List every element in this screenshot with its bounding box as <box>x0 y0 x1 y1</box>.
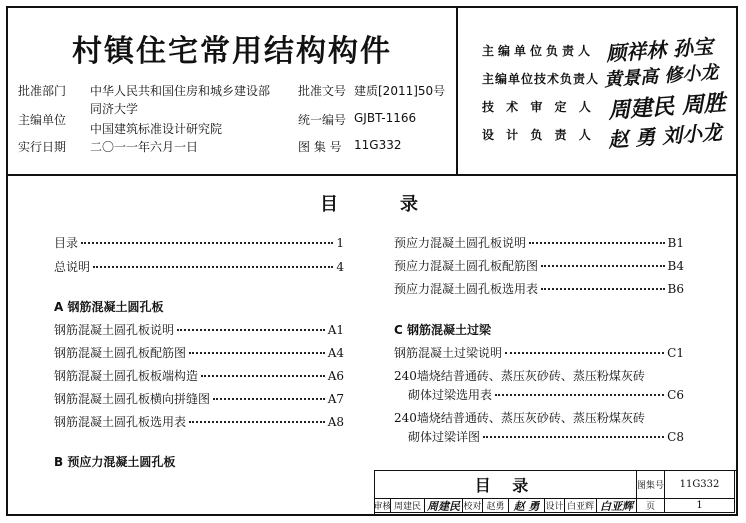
toc-entry-label: 预应力混凝土圆孔板说明 <box>394 236 527 250</box>
toc-entry[interactable] <box>54 321 344 338</box>
toc-entry[interactable] <box>394 280 684 297</box>
toc-entry-label: 钢筋混凝土圆孔板说明 <box>54 323 175 337</box>
leader-dots <box>541 265 665 267</box>
title-block <box>374 470 737 515</box>
compiler-line1: 同济大学 <box>90 102 139 116</box>
toc-entry-page: A4 <box>327 346 344 360</box>
unified-no-label: 统一编号 <box>298 113 347 127</box>
reviewer-name: 周建民 <box>391 499 425 513</box>
toc-entry[interactable] <box>54 344 344 361</box>
toc-entry-page: 1 <box>336 236 344 250</box>
page-label: 页 <box>637 499 665 513</box>
toc-entry-label: 钢筋混凝土圆孔板板端构造 <box>54 369 199 383</box>
section-c-heading: C 钢筋混凝土过梁 <box>394 323 491 337</box>
effective-date: 二〇一一年六月一日 <box>90 140 199 154</box>
toc-entry-label: 钢筋混凝土圆孔板选用表 <box>54 415 187 429</box>
toc-entry-page: A8 <box>327 415 344 429</box>
toc-entry[interactable] <box>394 344 684 361</box>
toc-entry-page: C8 <box>667 430 684 444</box>
toc-entry-page: 4 <box>336 260 344 274</box>
leader-dots <box>177 329 325 331</box>
section-a-heading: A 钢筋混凝土圆孔板 <box>54 300 164 314</box>
title-block-atlas-label: 图集号 <box>637 471 665 499</box>
leader-dots <box>213 398 325 400</box>
leader-dots <box>483 436 664 438</box>
leader-dots <box>529 242 665 244</box>
leader-dots <box>93 266 333 268</box>
toc-entry-label-line1: 240墙烧结普通砖、蒸压灰砂砖、蒸压粉煤灰砖 <box>394 411 645 425</box>
title-block-name: 目 录 <box>375 471 637 499</box>
toc-entry-page: B4 <box>667 259 684 273</box>
toc-entry-label: 预应力混凝土圆孔板选用表 <box>394 282 539 296</box>
toc-entry[interactable] <box>408 386 684 403</box>
toc-entry-label: 预应力混凝土圆孔板配筋图 <box>394 259 539 273</box>
effective-label: 实行日期 <box>18 140 67 154</box>
leader-dots <box>495 394 664 396</box>
leader-dots <box>189 421 325 423</box>
toc-entry-page: A7 <box>327 392 344 406</box>
check-label: 校对 <box>463 499 483 513</box>
atlas-no: 11G332 <box>354 138 402 152</box>
toc-entry-label: 钢筋混凝土过梁说明 <box>394 346 503 360</box>
compiler-label: 主编单位 <box>18 113 67 127</box>
toc-entry-page: C1 <box>667 346 684 360</box>
toc-title-left: 目 <box>320 194 338 215</box>
responsible-2-signature: 黄景高 修小龙 <box>603 62 719 91</box>
toc-entry[interactable] <box>54 413 344 430</box>
header-divider <box>456 8 458 174</box>
toc-entry-label: 目录 <box>54 236 79 250</box>
responsible-4-label: 设 计 负 责 人 <box>482 128 595 142</box>
responsible-3-label: 技 术 审 定 人 <box>482 100 595 114</box>
leader-dots <box>505 352 664 354</box>
responsible-1-label: 主编单位负责人 <box>482 44 595 58</box>
leader-dots <box>189 352 325 354</box>
toc-entry-label: 钢筋混凝土圆孔板配筋图 <box>54 346 187 360</box>
toc-entry[interactable] <box>394 234 684 251</box>
checker-name: 赵勇 <box>483 499 509 513</box>
approval-dept-label: 批准部门 <box>18 84 67 98</box>
toc-entry[interactable] <box>54 258 344 275</box>
toc-entry-label: 砌体过梁详图 <box>408 430 481 444</box>
designer-signature: 白亚辉 <box>597 499 637 513</box>
toc-entry[interactable] <box>394 257 684 274</box>
toc-entry-label: 钢筋混凝土圆孔板横向拼缝图 <box>54 392 211 406</box>
drawing-frame <box>6 6 738 516</box>
header-block <box>8 8 736 176</box>
compiler-line2: 中国建筑标准设计研究院 <box>90 122 223 136</box>
toc-entry-page: B1 <box>667 236 684 250</box>
responsible-3-signature: 周建民 周胜 <box>607 89 727 125</box>
responsible-2-label: 主编单位技术负责人 <box>482 72 600 86</box>
responsible-4-signature: 赵 勇 刘小龙 <box>607 120 723 152</box>
atlas-no-label: 图 集 号 <box>298 140 342 154</box>
approval-doc: 建质[2011]50号 <box>354 84 446 98</box>
review-label: 审核 <box>375 499 391 513</box>
leader-dots <box>201 375 325 377</box>
checker-signature: 赵 勇 <box>509 499 545 513</box>
leader-dots <box>81 242 333 244</box>
toc-entry[interactable] <box>54 367 344 384</box>
toc-entry-label: 总说明 <box>54 260 91 274</box>
toc-entry-label: 砌体过梁选用表 <box>408 388 493 402</box>
approval-doc-label: 批准文号 <box>298 84 347 98</box>
toc-entry[interactable] <box>54 390 344 407</box>
leader-dots <box>541 288 665 290</box>
title-block-atlas-no: 11G332 <box>665 471 735 499</box>
approval-dept: 中华人民共和国住房和城乡建设部 <box>90 84 271 98</box>
toc-entry[interactable] <box>408 428 684 445</box>
toc-entry-page: C6 <box>667 388 684 402</box>
unified-no: GJBT-1166 <box>354 111 417 125</box>
toc-title-right: 录 <box>400 194 418 215</box>
toc-entry-page: A1 <box>327 323 344 337</box>
designer-name: 白亚辉 <box>565 499 597 513</box>
toc-entry-page: A6 <box>327 369 344 383</box>
toc-entry[interactable] <box>54 234 344 251</box>
section-b-heading: B 预应力混凝土圆孔板 <box>54 455 176 469</box>
design-label: 设计 <box>545 499 565 513</box>
page-number: 1 <box>665 499 735 513</box>
toc-entry-page: B6 <box>667 282 684 296</box>
reviewer-signature: 周建民 <box>425 499 463 513</box>
toc-entry-label-line1: 240墙烧结普通砖、蒸压灰砂砖、蒸压粉煤灰砖 <box>394 369 645 383</box>
responsible-1-signature: 顾祥林 孙宝 <box>605 34 714 66</box>
atlas-title: 村镇住宅常用结构构件 <box>72 34 392 69</box>
